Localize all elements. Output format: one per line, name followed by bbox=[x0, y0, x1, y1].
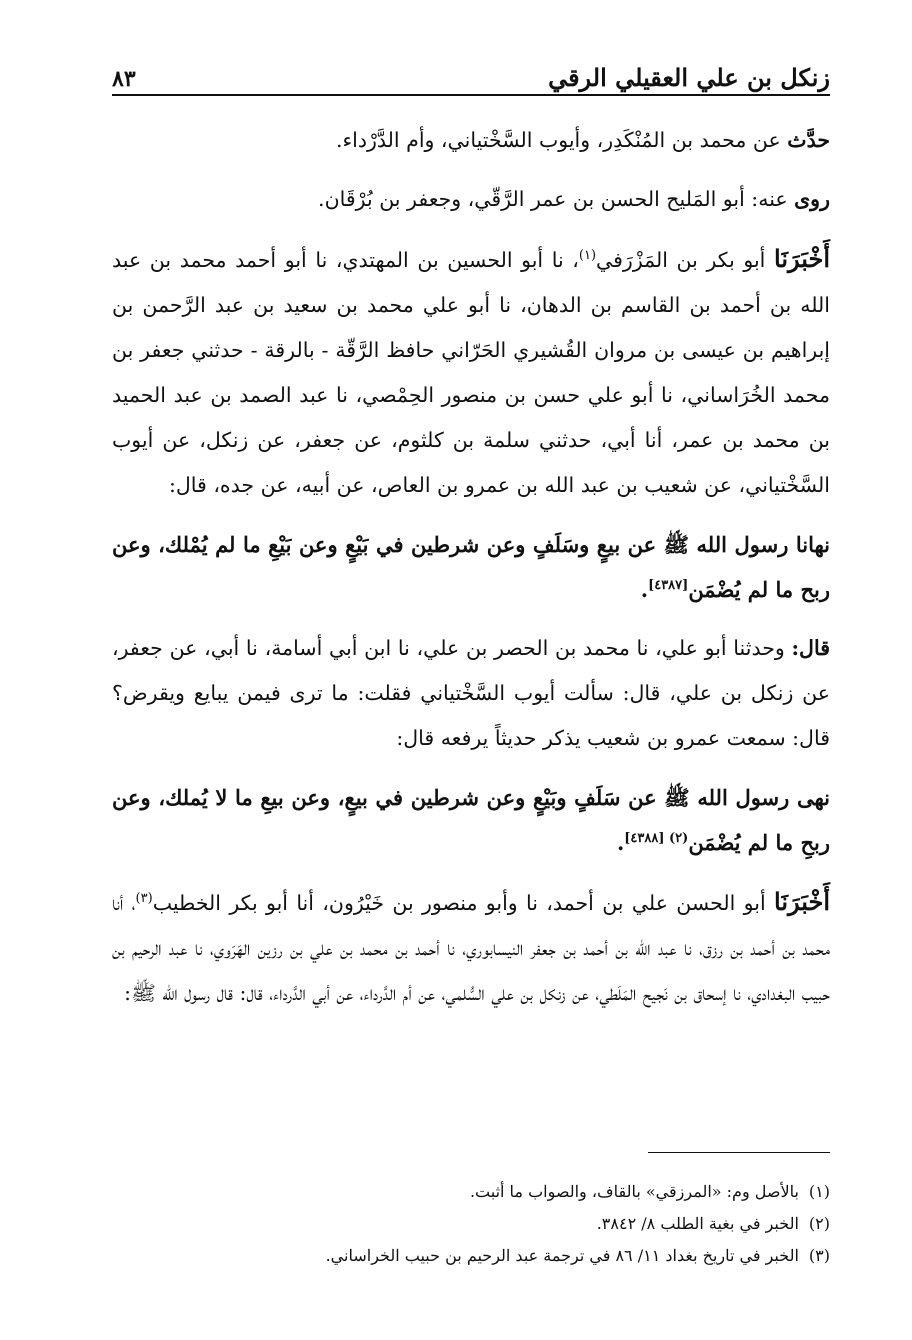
paragraph-text: عنه: أبو المَليح الحسن بن عمر الرَّقّي، وجعفر بن بُرْقَان. bbox=[318, 187, 795, 211]
footnote bbox=[112, 1176, 830, 1208]
footnote-rule bbox=[648, 1152, 830, 1153]
paragraph-text: وحدثنا أبو علي، نا محمد بن الحصر بن علي، نا ابن أبي أسامة، نا أبي، عن جعفر، عن زنكل بن علي، قال: سألت أيوب السَّخْتياني فقلت: ما ترى فيمن يبايع ويقرض؟ قال: سمعت عمرو بن شعيب يذكر حديثاً يرفعه قال: bbox=[112, 636, 830, 750]
paragraph-narrators-from bbox=[112, 177, 830, 222]
footnote-ref: (٣) bbox=[135, 891, 153, 907]
paragraph-text: ، نا أبو الحسين بن المهتدي، نا أبو أحمد محمد بن عبد الله بن أحمد بن القاسم بن الدهان، نا أبو علي محمد بن سعيد بن عبد الرَّحمن بن إبراهيم بن عيسى بن مروان القُشيري الحَرّاني حافظ الرَّقّة - بالرقة - حدثني جعفر بن محمد الخُرَاساني، نا أبو علي حسن بن منصور الحِمْصي، نا عبد الصمد بن عبد الحميد بن محمد بن عمر، أنا أبي، حدثني سلمة بن كلثوم، عن جعفر، عن زنكل، عن أيوب السَّخْتياني، عن شعيب بن عبد الله بن عمرو بن العاص، عن أبيه، عن جده، قال: bbox=[112, 248, 830, 497]
paragraph-text: عن محمد بن المُنْكَدِر، وأيوب السَّخْتياني، وأم الدَّرْداء. bbox=[336, 128, 788, 152]
paragraph-text: ، أنا محمد بن أحمد بن رزق، نا عبد الله بن أحمد بن جعفر النيسابوري، نا أحمد بن محمد بن علي بن رزين الهَرَوي، نا عبد الرحيم بن حبيب البغدادي، نا إسحاق بن نَجيح المَلَطي، عن زنكل بن علي السُّلمي، عن أم الدَّرداء، عن أبي الدَّرداء، قال: قال رسول الله ﷺ: bbox=[112, 891, 830, 1005]
footnote bbox=[112, 1208, 830, 1240]
hadith-text-2 bbox=[112, 775, 830, 865]
paragraph-isnad-3 bbox=[112, 879, 830, 1016]
footnote-text: بالأصل وم: «المرزقي» بالقاف، والصواب ما أثبت. bbox=[469, 1182, 799, 1201]
header-rule bbox=[112, 94, 830, 96]
hadith-number: (٢) [٤٣٨٨] bbox=[624, 831, 689, 846]
header-title: زنكل بن علي العقيلي الرقي bbox=[548, 63, 830, 92]
footnote-number: (١) bbox=[808, 1182, 830, 1201]
paragraph-text: . bbox=[616, 830, 625, 855]
footnote-text: الخبر في تاريخ بغداد ١١/ ٨٦ في ترجمة عبد الرحيم بن حبيب الخراساني. bbox=[325, 1246, 799, 1265]
paragraph-text: نهى رسول الله ﷺ عن سَلَفٍ وبَيْعٍ وعن شرطين في بيعٍ، وعن بيعِ ما لا يُملك، وعن ربحِ ما لم يُضْمَن bbox=[112, 785, 830, 855]
paragraph-lead: أَخْبَرَنَا bbox=[774, 887, 830, 916]
footnote-text: الخبر في بغية الطلب ٨/ ٣٨٤٢. bbox=[596, 1214, 799, 1233]
paragraph-text: . bbox=[640, 577, 649, 602]
paragraph-isnad-1 bbox=[112, 236, 830, 508]
paragraph-text: نهانا رسول الله ﷺ عن بيعٍ وسَلَفٍ وعن شرطين في بَيْعٍ وعن بَيْعِ ما لم يُمْلك، وعن ربح ما لم يُضْمَن bbox=[112, 532, 830, 602]
footnote-number: (٣) bbox=[808, 1246, 830, 1265]
footnote-ref: (١) bbox=[578, 248, 597, 264]
page-number: ٨٣ bbox=[112, 66, 136, 92]
footnote bbox=[112, 1240, 830, 1272]
hadith-text-1 bbox=[112, 522, 830, 612]
paragraph-lead: روى bbox=[794, 187, 830, 211]
footnote-number: (٢) bbox=[808, 1214, 830, 1233]
running-header bbox=[112, 58, 830, 92]
footnotes bbox=[112, 1176, 830, 1272]
paragraph-lead: حدَّث bbox=[787, 128, 830, 152]
paragraph-lead: أَخْبَرَنَا bbox=[774, 244, 830, 273]
paragraph-isnad-2 bbox=[112, 626, 830, 761]
paragraph-lead: قال: bbox=[791, 636, 830, 660]
hadith-number: [٤٣٨٧] bbox=[648, 578, 689, 593]
main-text bbox=[112, 118, 830, 1030]
paragraph-text: أبو بكر بن المَزْرَفي bbox=[596, 248, 774, 272]
paragraph-narrated bbox=[112, 118, 830, 163]
paragraph-text: أبو الحسن علي بن أحمد، نا وأبو منصور بن خَيْرُون، أنا أبو بكر الخطيب bbox=[152, 891, 775, 915]
